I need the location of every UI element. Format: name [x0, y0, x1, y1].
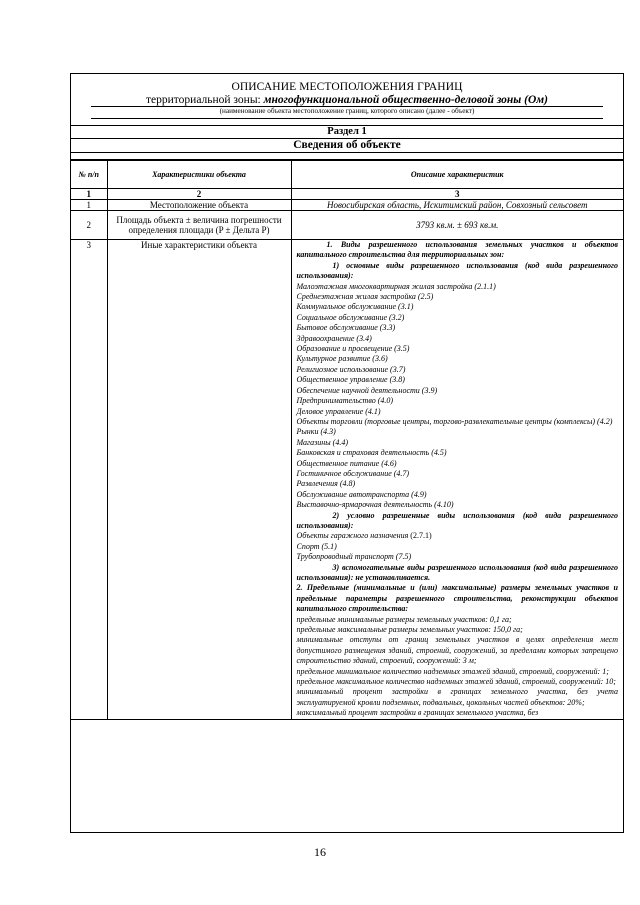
row-number: 3 [71, 240, 107, 720]
list-item-text: Объекты гаражного назначения [296, 531, 411, 541]
auxiliary-uses [297, 563, 619, 584]
list-item: Религиозное использование (3.7) [296, 364, 406, 374]
section-number: Раздел 1 [71, 126, 623, 139]
list-item: максимальный процент застройки в границах земельного участка, без [296, 708, 539, 718]
row-value: 3793 кв.м. ± 693 кв.м. [291, 211, 623, 240]
other-characteristics-text [294, 240, 622, 719]
subtitle-prefix: территориальной зоны: [146, 94, 264, 106]
list-item: Социальное обслуживание (3.2) [296, 312, 405, 322]
document-header [71, 81, 623, 119]
list-item: предельное максимальное количество надземных этажей зданий, строений, сооружений: 10; [296, 677, 616, 687]
list-item: Образование и просвещение (3.5) [296, 344, 410, 354]
heading-permitted-uses: 1. Виды разрешенного использования земельных участков и объектов капитального строительства для территориальных зон: [296, 240, 618, 260]
column-number: 3 [291, 189, 623, 200]
list-item: Общественное питание (4.6) [296, 458, 397, 468]
list-item: Рынки (4.3) [296, 427, 336, 437]
list-item [297, 531, 619, 541]
page-number: 16 [314, 845, 326, 859]
list-item [297, 542, 619, 552]
list-item: Развлечения (4.8) [296, 479, 356, 489]
list-item: Обслуживание автотранспорта (4.9) [296, 489, 427, 499]
list-item: Общественное управление (3.8) [296, 375, 405, 385]
section-name: Сведения об объекте [71, 139, 623, 153]
list-item: Деловое управление (4.1) [296, 406, 381, 416]
heading-limits: 2. Предельные (минимальные и (или) максимальные) размеры земельных участков и предельные параметры разрешенного строительства, реконструкции объектов капитального строительства: [296, 583, 618, 614]
row-number: 1 [71, 200, 107, 211]
auxiliary-uses-value: не устанавливается. [353, 573, 431, 582]
column-number: 2 [107, 189, 291, 200]
column-header-characteristics: Характеристики объекта [107, 161, 291, 189]
heading-auxiliary-uses: 3) вспомогательные виды разрешенного использования (код вида разрешенного использования): [296, 562, 618, 582]
list-item: Банковская и страховая деятельность (4.5) [296, 448, 447, 458]
list-item: Выставочно-ярмарочная деятельность (4.10) [296, 500, 454, 510]
section-spacer [71, 153, 623, 160]
row-characteristic: Площадь объекта ± величина погрешности определения площади (P ± Дельта P) [107, 211, 291, 240]
list-item: Обеспечение научной деятельности (3.9) [296, 385, 438, 395]
column-number-row [71, 189, 623, 200]
list-item: минимальный процент застройки в границах земельного участка, без учета эксплуатируемой кровли подземных, подвальных, цокольных частей объектов: 20%; [296, 687, 618, 707]
table-header-row [71, 161, 623, 189]
table-row [71, 200, 623, 211]
document-subtitle [71, 94, 623, 106]
document-frame [70, 73, 624, 833]
object-info-table [71, 160, 623, 720]
heading-main-uses: 1) основные виды разрешенного использования (код вида разрешенного использования): [296, 260, 618, 281]
list-item: Культурное развитие (3.6) [296, 354, 388, 364]
list-item: предельные минимальные размеры земельных участков: 0,1 га; [296, 614, 512, 624]
header-rule-bottom [91, 118, 603, 119]
table-row [71, 240, 623, 720]
list-item: Здравоохранение (3.4) [296, 333, 372, 343]
row-characteristic: Местоположение объекта [107, 200, 291, 211]
list-item: Предпринимательство (4.0) [296, 396, 394, 406]
list-item-text: Спорт (5.1) [296, 541, 337, 551]
document-title: ОПИСАНИЕ МЕСТОПОЛОЖЕНИЯ ГРАНИЦ [231, 81, 463, 93]
row-value [291, 240, 623, 720]
list-item: Коммунальное обслуживание (3.1) [296, 302, 414, 312]
row-characteristic: Иные характеристики объекта [107, 240, 291, 720]
object-name-hint: (наименование объекта местоположение границ, которого описано (далее - объект) [219, 107, 475, 115]
main-uses-list [297, 282, 619, 511]
list-item: предельные максимальные размеры земельных участков: 150,0 га; [296, 625, 523, 635]
list-item: предельное минимальное количество надземных этажей зданий, строений, сооружений: 1; [296, 666, 609, 676]
list-item: Малоэтажная многоквартирная жилая застройка (2.1.1) [296, 281, 496, 291]
list-item: минимальные отступы от границ земельных участков в целях определения мест допустимого размещения зданий, строений, сооружений, за пределами которых запрещено строительство зданий, строений, сооружений: 3 м; [296, 635, 618, 666]
list-item: Объекты торговли (торговые центры, торгово-развлекательные центры (комплексы) (4.2) [296, 416, 613, 426]
section-table [71, 125, 623, 160]
conditional-uses-list [297, 531, 619, 562]
heading-conditional-uses: 2) условно разрешенные виды использования (код вида разрешенного использования): [296, 510, 618, 530]
table-row [71, 211, 623, 240]
list-item: Бытовое обслуживание (3.3) [296, 323, 396, 333]
list-item: Среднеэтажная жилая застройка (2.5) [296, 292, 434, 302]
limits-list [297, 615, 619, 719]
list-item-text: Трубопроводный транспорт (7.5) [296, 552, 412, 562]
column-header-description: Описание характеристик [291, 161, 623, 189]
row-value: Новосибирская область, Искитимский район, Совхозный сельсовет [291, 200, 623, 211]
column-header-number: № п/п [71, 161, 107, 189]
zone-name: многофункциональной общественно-деловой зоны (Ом) [263, 94, 548, 106]
column-number: 1 [71, 189, 107, 200]
list-item: Магазины (4.4) [296, 437, 349, 447]
list-item-code: (2.7.1) [410, 531, 432, 541]
list-item [297, 552, 619, 562]
row-number: 2 [71, 211, 107, 240]
list-item: Гостиничное обслуживание (4.7) [296, 468, 410, 478]
